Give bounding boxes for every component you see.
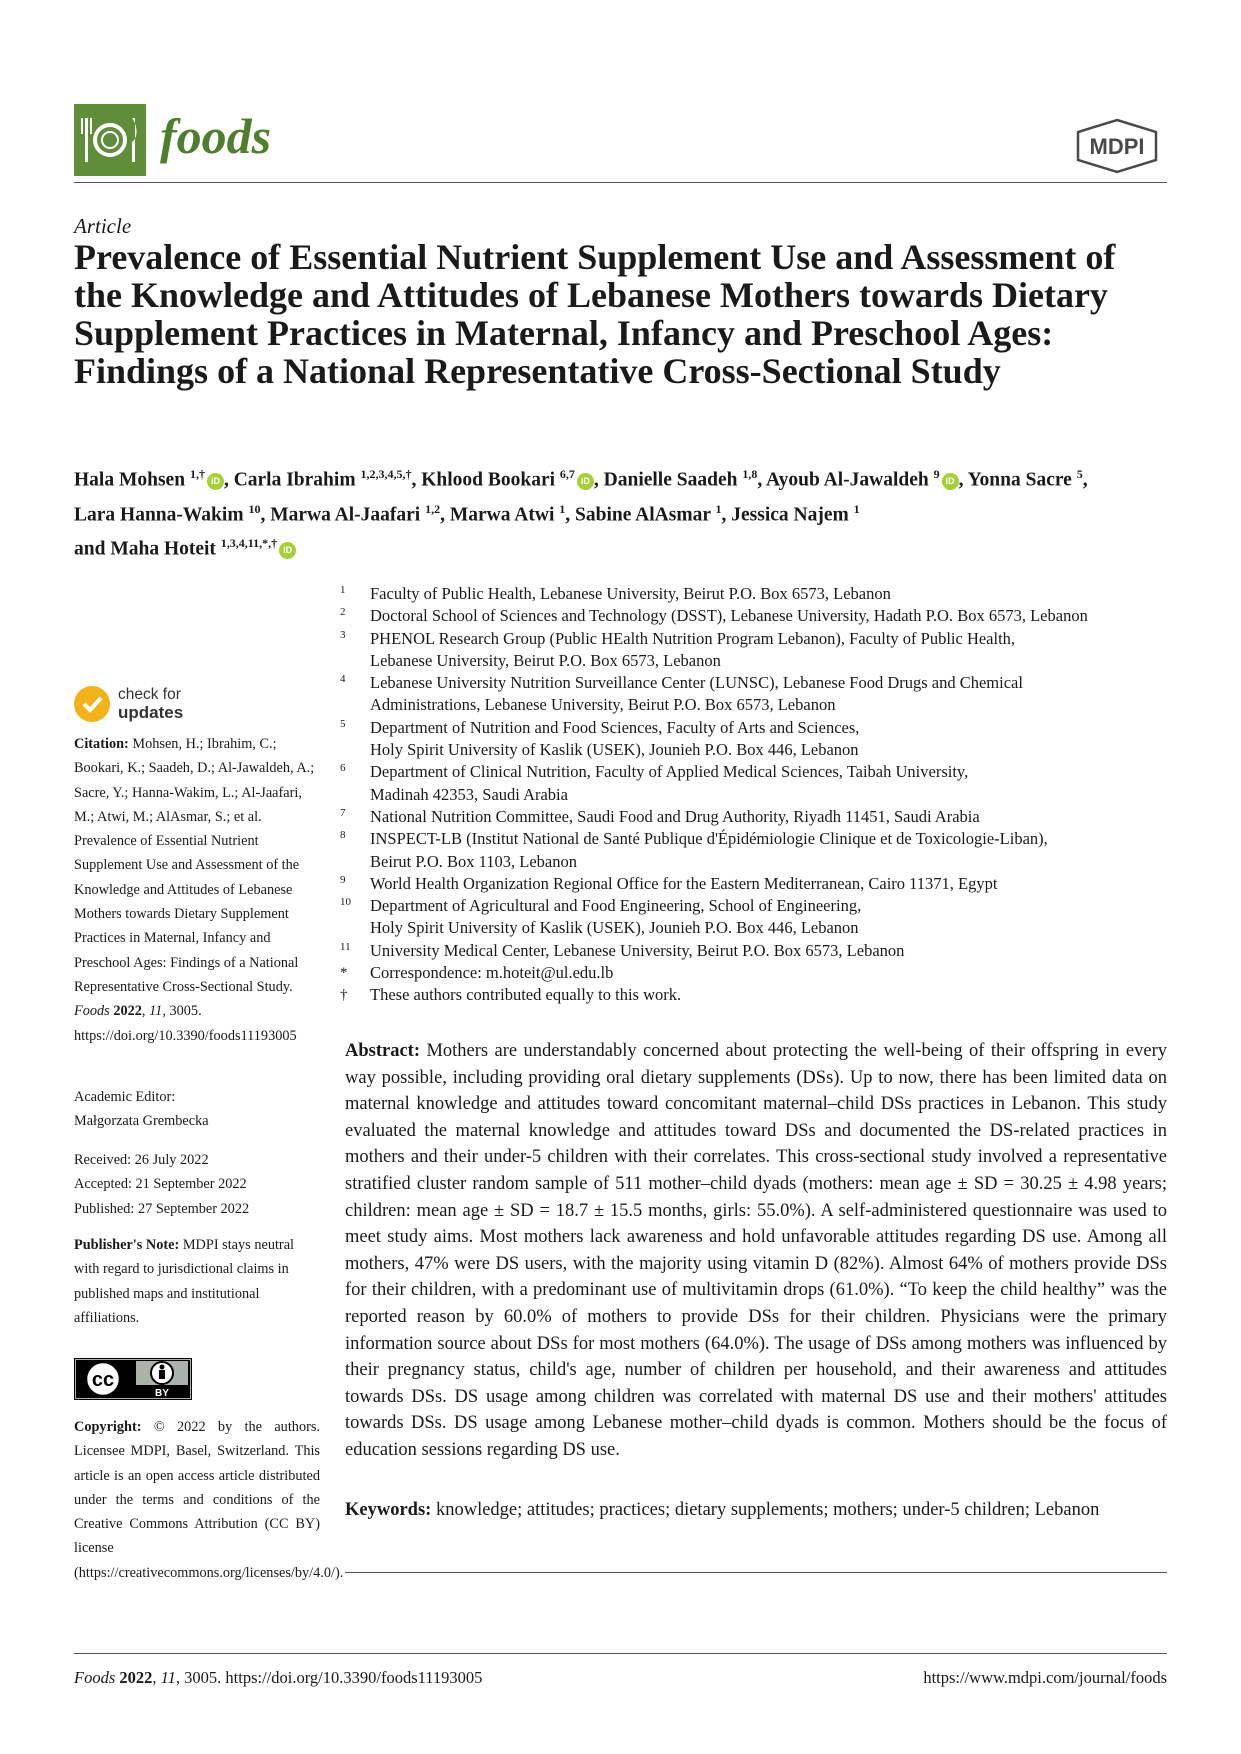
correspondence-note bbox=[340, 962, 1170, 984]
header-divider bbox=[74, 182, 1167, 183]
author-name: Jessica Najem bbox=[731, 504, 849, 525]
affiliation-line: University Medical Center, Lebanese University, Beirut P.O. Box 6573, Lebanon bbox=[370, 940, 905, 960]
affiliation-item bbox=[340, 717, 1170, 762]
citation-year: 2022 bbox=[113, 1003, 142, 1020]
affiliation-line: National Nutrition Committee, Saudi Food and Drug Authority, Riyadh 11451, Saudi Arabia bbox=[370, 806, 980, 826]
cc-by-license-icon[interactable] bbox=[74, 1358, 192, 1400]
author-affiliation-sup: 1 bbox=[853, 501, 860, 516]
orcid-icon[interactable]: iD bbox=[207, 473, 224, 490]
author-affiliation-sup: 1 bbox=[559, 501, 566, 516]
author-separator: , bbox=[1082, 469, 1088, 491]
received-date: Received: 26 July 2022 bbox=[74, 1152, 209, 1168]
affiliation-number: 7 bbox=[340, 806, 346, 819]
journal-name: foods bbox=[160, 108, 272, 164]
note-symbol: * bbox=[340, 965, 348, 982]
author-affiliation-sup: 1,2,3,4,5,† bbox=[360, 467, 412, 481]
author-name: Yonna Sacre bbox=[967, 469, 1072, 491]
publisher-note-text: MDPI stays neutral with regard to jurisdictional claims in published maps and institutional affiliations. bbox=[74, 1237, 295, 1326]
author-separator: , bbox=[260, 504, 266, 525]
affiliation-item bbox=[340, 672, 1170, 717]
affiliation-line-cont: Beirut P.O. Box 1103, Lebanon bbox=[370, 851, 577, 871]
citation-text: Mohsen, H.; Ibrahim, C.; Bookari, K.; Saadeh, D.; Al-Jawaldeh, A.; Sacre, Y.; Hanna-Wakim, L.; Al-Jaafari, M.; Atwi, M.; AlAsmar, S.; et al. Prevalence of Essential Nutrient Supplement Use and Assessment of the Knowledge and Attitudes of Lebanese Mothers towards Dietary Supplement Practices in Maternal, Infancy and Preschool Ages: Findings of a National Representative Cross-Sectional Study. bbox=[74, 736, 315, 995]
footer-citation: Foods 2022, 11, 3005. https://doi.org/10.3390/foods11193005 bbox=[74, 1668, 483, 1687]
author-affiliation-sup: 1,2 bbox=[425, 501, 441, 516]
author-separator: , bbox=[593, 469, 599, 491]
affiliation-item bbox=[340, 628, 1170, 673]
author-separator: , bbox=[440, 504, 445, 525]
author-name: Ayoub Al-Jawaldeh bbox=[766, 469, 929, 491]
affiliation-number: 5 bbox=[340, 717, 346, 730]
affiliation-item bbox=[340, 828, 1170, 873]
citation-doi[interactable]: , 3005. https://doi.org/10.3390/foods11193005 bbox=[74, 1003, 297, 1044]
footer-divider bbox=[74, 1653, 1167, 1654]
orcid-icon[interactable]: iD bbox=[279, 542, 296, 559]
orcid-icon[interactable]: iD bbox=[577, 473, 594, 490]
author-separator: , bbox=[411, 469, 417, 491]
copyright-label: Copyright: bbox=[74, 1419, 142, 1435]
affiliation-text bbox=[370, 895, 861, 940]
footer-doi[interactable]: , 3005. https://doi.org/10.3390/foods11193005 bbox=[175, 1668, 483, 1687]
affiliation-list bbox=[340, 583, 1170, 1007]
author-affiliation-sup: 10 bbox=[248, 501, 261, 516]
affiliation-number: 9 bbox=[340, 873, 346, 886]
author-affiliation-sup: 1,† bbox=[189, 467, 205, 481]
check-updates-line1: check for bbox=[118, 686, 181, 703]
author-separator: , bbox=[223, 469, 229, 491]
author-name: Hala Mohsen bbox=[74, 469, 186, 491]
abstract-label: Abstract: bbox=[345, 1041, 421, 1061]
keywords bbox=[345, 1497, 1167, 1523]
published-date: Published: 27 September 2022 bbox=[74, 1200, 250, 1217]
citation-journal: Foods bbox=[74, 1003, 110, 1020]
affiliation-line: Lebanese University Nutrition Surveillance Center (LUNSC), Lebanese Food Drugs and Chemical bbox=[370, 673, 1023, 693]
abstract-text: Mothers are understandably concerned about protecting the well-being of their offspring in every way possible, including providing oral dietary supplements (DSs). Up to now, there has been limited data on maternal knowledge and attitudes toward concomitant maternal–child DSs practices in Lebanon. This study evaluated the maternal knowledge and attitudes toward DSs and documented the DS-related practices in mothers and their under-5 children with their correlates. This cross-sectional study involved a representative stratified cluster random sample of 511 mother–child dyads (mothers: mean age ± SD = 30.25 ± 4.98 years; children: mean age ± SD = 18.7 ± 15.5 months, girls: 55.0%). A self-administered questionnaire was used to meet study aims. Most mothers lack awareness and hold unfavorable attitudes regarding DS use. Among all mothers, 47% were DS users, with the majority using vitamin D (82%). Almost 64% of mothers provide DSs for their children, with a predominant use of multivitamin drops (61.0%). “To keep the child healthy” was the reported reason by 60.0% of mothers to provide DSs for their children. Physicians were the primary information source about DSs for most mothers (64.0%). The usage of DSs among mothers was influenced by their pregnancy status, child's age, number of children per household, and their awareness and attitudes towards DSs. DS usage among children was correlated with maternal DS use and their mothers' attitudes towards DSs. DS usage among Lebanese mother–child dyads is common. Mothers should be the focus of education sessions regarding DS use. bbox=[345, 1041, 1167, 1460]
check-icon bbox=[74, 686, 110, 722]
abstract bbox=[345, 1038, 1167, 1464]
equal-contribution-note bbox=[340, 984, 1170, 1006]
affiliation-item bbox=[340, 940, 1170, 962]
affiliation-item bbox=[340, 761, 1170, 806]
affiliation-line-cont: Lebanese University, Beirut P.O. Box 6573, Lebanon bbox=[370, 650, 721, 670]
accepted-date: Accepted: 21 September 2022 bbox=[74, 1176, 247, 1193]
affiliation-line-cont: Madinah 42353, Saudi Arabia bbox=[370, 784, 568, 804]
note-text: These authors contributed equally to this work. bbox=[370, 985, 682, 1005]
affiliation-item bbox=[340, 605, 1170, 627]
mdpi-logo-text: MDPI bbox=[1089, 134, 1145, 159]
author-separator: , bbox=[958, 469, 964, 491]
affiliation-number: 6 bbox=[340, 762, 346, 775]
affiliation-line: Department of Nutrition and Food Sciences, Faculty of Arts and Sciences, bbox=[370, 717, 860, 737]
editor-name: Małgorzata Grembecka bbox=[74, 1113, 209, 1130]
article-title: Prevalence of Essential Nutrient Supplement Use and Assessment of the Knowledge and Attitudes of Lebanese Mothers towards Dietary Supplement Practices in Maternal, Infancy and Preschool Ages: Findings of a National Representative Cross-Sectional Study bbox=[74, 237, 1116, 391]
author-affiliation-sup: 5 bbox=[1076, 467, 1083, 481]
affiliation-line: PHENOL Research Group (Public HEalth Nutrition Program Lebanon), Faculty of Public Health, bbox=[370, 628, 1016, 648]
affiliation-number: 2 bbox=[340, 606, 346, 619]
affiliation-line: World Health Organization Regional Office for the Eastern Mediterranean, Cairo 11371, Egypt bbox=[370, 873, 998, 893]
author-separator: , bbox=[721, 504, 727, 525]
article-type: Article bbox=[74, 214, 132, 238]
author-separator: , bbox=[757, 469, 763, 491]
editor-label: Academic Editor: bbox=[74, 1089, 176, 1105]
citation-volume: 11 bbox=[149, 1003, 163, 1020]
footer-journal: Foods bbox=[74, 1668, 116, 1687]
footer-journal-url[interactable]: https://www.mdpi.com/journal/foods bbox=[923, 1668, 1167, 1687]
citation-block: Citation: Mohsen, H.; Ibrahim, C.; Bookari, K.; Saadeh, D.; Al-Jawaldeh, A.; Sacre, Y.; Hanna-Wakim, L.; Al-Jaafari, M.; Atwi, M.; AlAsmar, S.; et al. Prevalence of Essential Nutrient Supplement Use and Assessment of the Knowledge and Attitudes of Lebanese Mothers towards Dietary Supplement Practices in Maternal, Infancy and Preschool Ages: Findings of a National Representative Cross-Sectional Study. Foods 2022, 11, 3005. https://doi.org/10.3390/foods11193005 bbox=[74, 736, 315, 1044]
author-name: Carla Ibrahim bbox=[233, 469, 356, 491]
author-affiliation-sup: 9 bbox=[933, 467, 940, 481]
cc-text: cc bbox=[91, 1369, 115, 1391]
citation-label: Citation: bbox=[74, 736, 129, 752]
check-for-updates-badge[interactable] bbox=[74, 686, 294, 726]
affiliation-line: Faculty of Public Health, Lebanese University, Beirut P.O. Box 6573, Lebanon bbox=[370, 584, 891, 603]
affiliation-text bbox=[370, 717, 859, 762]
keywords-text: knowledge; attitudes; practices; dietary supplements; mothers; under-5 children; Lebanon bbox=[435, 1500, 1100, 1520]
affiliation-number: 11 bbox=[340, 940, 351, 953]
orcid-icon[interactable]: iD bbox=[942, 473, 959, 490]
publisher-note-label: Publisher's Note: bbox=[74, 1237, 180, 1253]
academic-editor bbox=[74, 1085, 320, 1134]
journal-logo-icon bbox=[74, 104, 146, 176]
affiliation-number: 8 bbox=[340, 829, 346, 842]
affiliation-line-cont: Holy Spirit University of Kaslik (USEK), Jounieh P.O. Box 446, Lebanon bbox=[370, 918, 859, 938]
mdpi-logo-icon bbox=[1074, 118, 1160, 174]
note-text: Correspondence: m.hoteit@ul.edu.lb bbox=[370, 963, 614, 983]
copyright-text: © 2022 by the authors. Licensee MDPI, Basel, Switzerland. This article is an open access article distributed under the terms and conditions of the Creative Commons Attribution (CC BY) license (https://creativecommons.org/licenses/by/4.0/). bbox=[74, 1419, 344, 1581]
author-affiliation-sup: 1,3,4,11,*,† bbox=[220, 536, 278, 550]
affiliation-text bbox=[370, 940, 904, 962]
affiliation-text bbox=[370, 583, 891, 605]
affiliation-line: Department of Agricultural and Food Engineering, School of Engineering, bbox=[370, 896, 862, 916]
affiliation-text bbox=[370, 672, 1023, 717]
author-name: and Maha Hoteit bbox=[74, 538, 216, 560]
author-name: Danielle Saadeh bbox=[603, 469, 738, 491]
affiliation-text bbox=[370, 628, 1015, 673]
author-name: Marwa Atwi bbox=[449, 504, 555, 525]
affiliation-text bbox=[370, 761, 968, 806]
affiliation-number: 10 bbox=[340, 896, 351, 909]
footer-year: 2022 bbox=[119, 1668, 153, 1687]
affiliation-line: Doctoral School of Sciences and Technology (DSST), Lebanese University, Hadath P.O. Box 6573, Lebanon bbox=[370, 606, 1088, 626]
author-name: Lara Hanna-Wakim bbox=[74, 504, 244, 525]
affiliation-line: INSPECT-LB (Institut National de Santé Publique d'Épidémiologie Clinique et de Toxicologie-Liban), bbox=[370, 829, 1048, 849]
footer-volume: 11 bbox=[160, 1668, 176, 1687]
author-name: Marwa Al-Jaafari bbox=[270, 504, 421, 525]
affiliation-item bbox=[340, 583, 1170, 605]
affiliation-line-cont: Holy Spirit University of Kaslik (USEK), Jounieh P.O. Box 446, Lebanon bbox=[370, 740, 859, 760]
author-affiliation-sup: 1 bbox=[715, 501, 722, 516]
abstract-divider bbox=[345, 1572, 1167, 1573]
note-symbol: † bbox=[340, 987, 348, 1004]
author-separator: , bbox=[565, 504, 571, 525]
author-list bbox=[74, 460, 1169, 564]
affiliation-text bbox=[370, 806, 980, 828]
publisher-note bbox=[74, 1233, 320, 1330]
author-affiliation-sup: 6,7 bbox=[559, 467, 575, 481]
affiliation-number: 4 bbox=[340, 673, 346, 686]
copyright-block bbox=[74, 1415, 344, 1585]
keywords-label: Keywords: bbox=[345, 1500, 432, 1520]
affiliation-number: 3 bbox=[340, 628, 346, 641]
affiliation-item bbox=[340, 873, 1170, 895]
author-affiliation-sup: 1,8 bbox=[742, 467, 758, 481]
dates-block bbox=[74, 1148, 320, 1221]
affiliation-number: 1 bbox=[340, 584, 346, 596]
by-text: BY bbox=[155, 1388, 169, 1399]
affiliation-text bbox=[370, 605, 1088, 627]
affiliation-line-cont: Administrations, Lebanese University, Beirut P.O. Box 6573, Lebanon bbox=[370, 695, 836, 715]
affiliation-line: Department of Clinical Nutrition, Faculty of Applied Medical Sciences, Taibah University, bbox=[370, 762, 969, 782]
author-name: Khlood Bookari bbox=[421, 469, 556, 491]
affiliation-text bbox=[370, 873, 997, 895]
affiliation-text bbox=[370, 828, 1048, 873]
check-updates-line2: updates bbox=[118, 703, 184, 722]
affiliation-item bbox=[340, 895, 1170, 940]
affiliation-item bbox=[340, 806, 1170, 828]
author-name: Sabine AlAsmar bbox=[575, 504, 711, 525]
